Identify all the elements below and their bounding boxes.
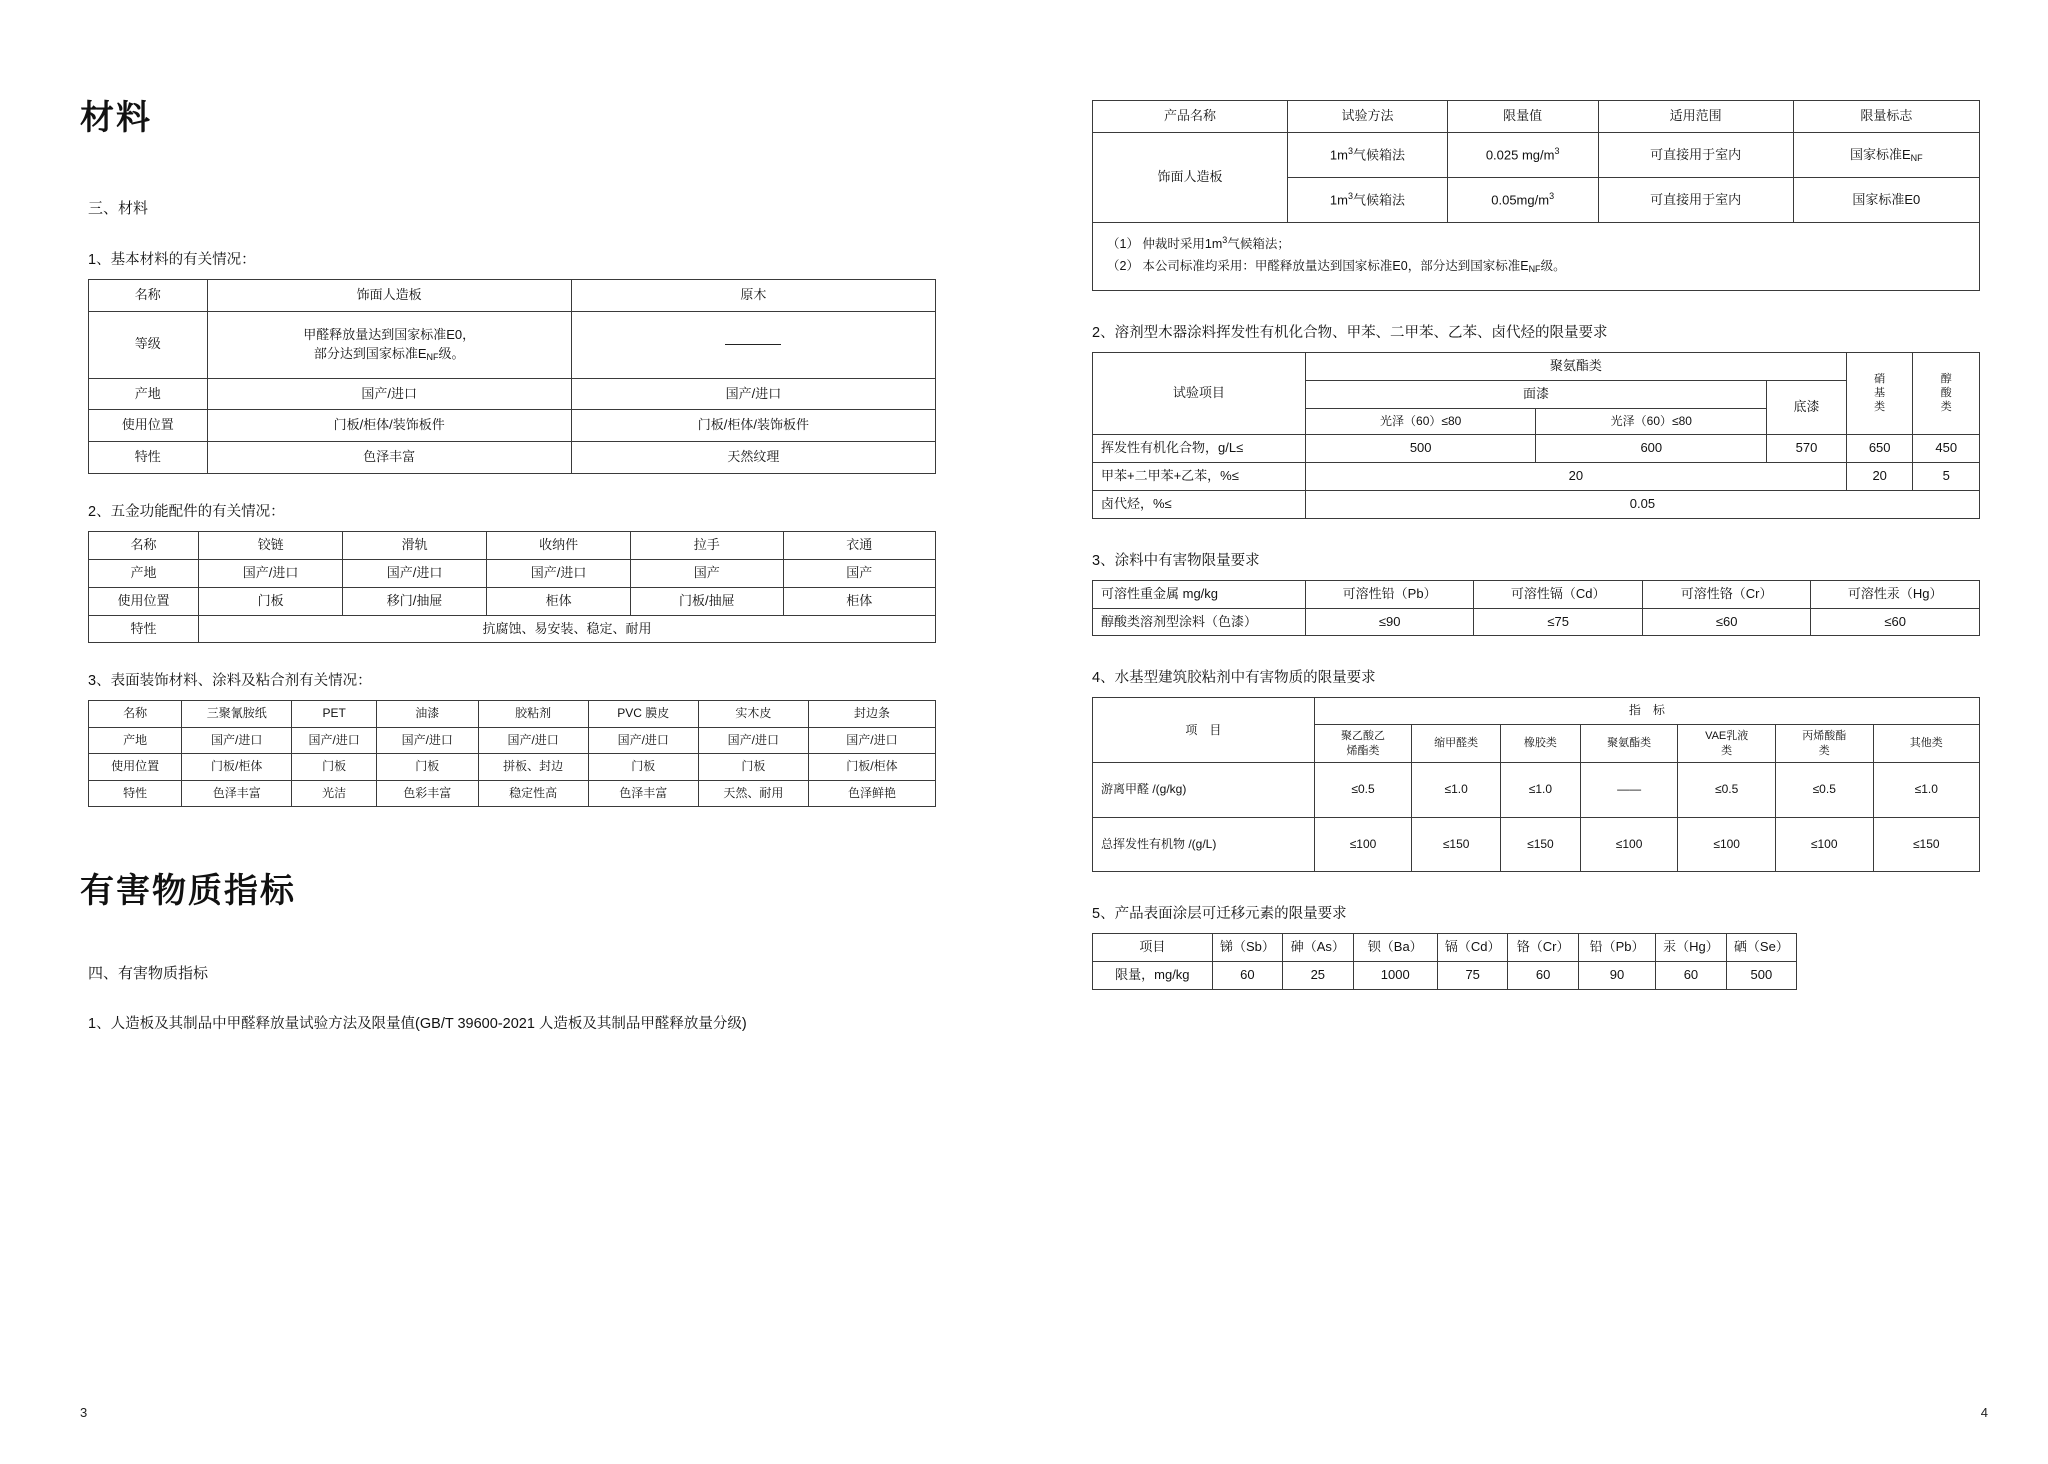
subheading-adhesive: 4、水基型建筑胶粘剂中有害物质的限量要求: [1092, 670, 1376, 687]
cell-value: 色泽丰富: [588, 780, 698, 806]
cell-header: 铰链: [199, 532, 343, 560]
cell-header: 产品名称: [1093, 101, 1288, 133]
cell-value: 柜体: [487, 587, 631, 615]
cell-mark: 国家标准$E_{NF}$: [1793, 132, 1979, 177]
table-row: [1093, 132, 1980, 177]
cell-header: PVC 膜皮: [588, 701, 698, 727]
table-paint-wrap: [1084, 580, 1988, 637]
cell-header: 名称: [89, 280, 208, 312]
cell-value: 门板/柜体: [182, 754, 292, 780]
cell-header: 可溶性重金属 mg/kg: [1093, 580, 1306, 608]
cell-header: 硒（Se）: [1726, 934, 1796, 962]
cell-value: 国产/进口: [199, 559, 343, 587]
cell-label: 特性: [89, 615, 199, 643]
cell-header: 名称: [89, 701, 182, 727]
cell-header: 三聚氰胺纸: [182, 701, 292, 727]
cell-value: 500: [1726, 962, 1796, 990]
table-row: [1093, 962, 1797, 990]
table-row: [89, 378, 936, 410]
cell-value: 门板: [588, 754, 698, 780]
table-row: [1093, 934, 1797, 962]
cell-value: 移门/抽屉: [343, 587, 487, 615]
table-paint-limits: [1092, 580, 1980, 637]
note-line-2: （2） 本公司标准均采用：甲醛释放量达到国家标准E0，部分达到国家标准$E_{NF}$级。: [1107, 259, 1566, 275]
cell-value: 门板: [698, 754, 808, 780]
cell-item-voc: 挥发性有机化合物，g/L≤: [1093, 435, 1306, 463]
cell-col-pvac: 聚乙酸乙 烯酯类: [1314, 724, 1412, 763]
section-heading-materials: 三、材料: [88, 200, 149, 217]
table-row: [1093, 490, 1980, 518]
cell-group-pu: 聚氨酯类: [1305, 353, 1846, 381]
cell-header: 限量值: [1447, 101, 1598, 133]
cell-mark: 国家标准E0: [1793, 178, 1979, 223]
cell-value: 光洁: [292, 780, 377, 806]
cell-value: 国产/进口: [588, 727, 698, 753]
table-hardware-wrap: [80, 531, 944, 643]
cell-header: 拉手: [631, 532, 783, 560]
cell-header: 镉（Cd）: [1437, 934, 1507, 962]
cell-header: 油漆: [376, 701, 478, 727]
cell-value-merged: 抗腐蚀、易安装、稳定、耐用: [199, 615, 936, 643]
table-basic-materials: [88, 279, 936, 474]
cell-value: 650: [1846, 435, 1913, 463]
cell-label: 特性: [89, 442, 208, 474]
cell-value: 90: [1578, 962, 1655, 990]
table-formaldehyde: [1092, 100, 1980, 223]
cell-value-merged: 20: [1305, 463, 1846, 491]
table-formaldehyde-wrap: [1084, 100, 1988, 291]
cell-value: ≤0.5: [1314, 763, 1412, 817]
table-row: [89, 532, 936, 560]
cell-header: 锑（Sb）: [1212, 934, 1282, 962]
cell-value: ≤150: [1501, 817, 1581, 871]
page-title-harmful: 有害物质指标: [80, 872, 296, 910]
table-row: [1093, 763, 1980, 817]
table-row: [1093, 353, 1980, 381]
cell-limit: 0.025 $mg/m^3$: [1447, 132, 1598, 177]
subheading-paint-limits: 3、涂料中有害物限量要求: [1092, 552, 1260, 569]
table-row: [89, 280, 936, 312]
cell-value: 柜体: [783, 587, 935, 615]
cell-project-header: 项 目: [1093, 698, 1315, 763]
cell-value: 国产/进口: [292, 727, 377, 753]
cell-value: 门板/柜体/装饰板件: [571, 410, 935, 442]
cell-value: ≤60: [1811, 608, 1980, 636]
cell-col-formal: 缩甲醛类: [1412, 724, 1501, 763]
table-row: [89, 311, 936, 378]
cell-value: 500: [1305, 435, 1536, 463]
cell-primer-header: 底漆: [1767, 380, 1847, 434]
cell-header: 收纳件: [487, 532, 631, 560]
cell-header: 衣通: [783, 532, 935, 560]
cell-limit: $0.05mg/m^3$: [1447, 178, 1598, 223]
cell-col-vae: VAE乳液 类: [1678, 724, 1776, 763]
table-surface-materials: [88, 700, 936, 807]
cell-header: 铅（Pb）: [1578, 934, 1655, 962]
cell-header: 项目: [1093, 934, 1213, 962]
cell-value: ≤100: [1775, 817, 1873, 871]
cell-value: 国产/进口: [571, 378, 935, 410]
cell-value: 国产/进口: [698, 727, 808, 753]
table-adhesive-wrap: [1084, 697, 1988, 872]
cell-item-free-formaldehyde: 游离甲醛 /(g/kg): [1093, 763, 1315, 817]
cell-header: 可溶性镉（Cd）: [1474, 580, 1643, 608]
cell-gloss-a: 光泽（60）≤80: [1305, 408, 1536, 434]
cell-alkyd-header: 醇 酸 类: [1913, 353, 1980, 435]
cell-header: 可溶性铅（Pb）: [1305, 580, 1474, 608]
cell-header: 滑轨: [343, 532, 487, 560]
table-row: [1093, 580, 1980, 608]
cell-value: ≤1.0: [1412, 763, 1501, 817]
cell-label: 使用位置: [89, 410, 208, 442]
formaldehyde-notes: [1092, 223, 1980, 291]
cell-value: 门板/抽屉: [631, 587, 783, 615]
cell-scope: 可直接用于室内: [1598, 178, 1793, 223]
cell-value: ≤0.5: [1775, 763, 1873, 817]
cell-value: ≤75: [1474, 608, 1643, 636]
cell-gloss-b: 光泽（60）≤80: [1536, 408, 1767, 434]
cell-header: PET: [292, 701, 377, 727]
cell-method: $1m^3$气候箱法: [1288, 178, 1448, 223]
table-row: [1093, 698, 1980, 724]
cell-value: ——: [1580, 763, 1678, 817]
cell-value: 门板: [199, 587, 343, 615]
cell-header: 适用范围: [1598, 101, 1793, 133]
cell-value: 75: [1437, 962, 1507, 990]
cell-value: 国产/进口: [478, 727, 588, 753]
cell-value: 门板/柜体/装饰板件: [207, 410, 571, 442]
table-row: [1093, 608, 1980, 636]
page-number-left: 3: [80, 1405, 88, 1420]
cell-value: 570: [1767, 435, 1847, 463]
table-row: [89, 410, 936, 442]
cell-value: 国产/进口: [376, 727, 478, 753]
cell-value: ≤1.0: [1501, 763, 1581, 817]
cell-label: 特性: [89, 780, 182, 806]
cell-value: 国产/进口: [808, 727, 935, 753]
table-row: [1093, 435, 1980, 463]
table-row: [89, 615, 936, 643]
cell-value: ≤0.5: [1678, 763, 1776, 817]
cell-value: 色泽鲜艳: [808, 780, 935, 806]
cell-label: 等级: [89, 311, 208, 378]
table-migration: [1092, 933, 1797, 990]
table-row: [89, 701, 936, 727]
cell-value: 色彩丰富: [376, 780, 478, 806]
cell-item-tvoc: 总挥发性有机物 /(g/L): [1093, 817, 1315, 871]
cell-value: 60: [1212, 962, 1282, 990]
table-adhesive: [1092, 697, 1980, 872]
table-row: [1093, 463, 1980, 491]
subheading-hardware: 2、五金功能配件的有关情况：: [88, 504, 285, 521]
cell-header: 实木皮: [698, 701, 808, 727]
table-basic-materials-wrap: [80, 279, 944, 474]
table-solvent-wrap: [1084, 352, 1988, 519]
subheading-basic-materials: 1、基本材料的有关情况：: [88, 252, 256, 268]
cell-item-halo: 卤代烃，%≤: [1093, 490, 1306, 518]
cell-header: 限量标志: [1793, 101, 1979, 133]
cell-value: ≤1.0: [1873, 763, 1979, 817]
cell-value: ≤100: [1580, 817, 1678, 871]
cell-nitro-header: 硝 基 类: [1846, 353, 1913, 435]
cell-header: 封边条: [808, 701, 935, 727]
page-number-right: 4: [1980, 1405, 1988, 1420]
cell-header: 原木: [571, 280, 935, 312]
cell-project-header: 试验项目: [1093, 353, 1306, 435]
cell-header: 铬（Cr）: [1508, 934, 1578, 962]
section-heading-harmful: 四、有害物质指标: [88, 965, 209, 982]
cell-value: 国产/进口: [182, 727, 292, 753]
cell-value: ≤90: [1305, 608, 1474, 636]
cell-value: 天然纹理: [571, 442, 935, 474]
cell-value: 600: [1536, 435, 1767, 463]
cell-label: 产地: [89, 727, 182, 753]
table-hardware: [88, 531, 936, 643]
cell-header: 汞（Hg）: [1656, 934, 1726, 962]
page-right: [1024, 0, 2048, 1464]
table-row: [1093, 817, 1980, 871]
cell-header: 砷（As）: [1283, 934, 1353, 962]
cell-header: 可溶性铬（Cr）: [1642, 580, 1811, 608]
cell-value: 拼板、封边: [478, 754, 588, 780]
cell-col-other: 其他类: [1873, 724, 1979, 763]
cell-value: 国产: [783, 559, 935, 587]
cell-item-benzene: 甲苯+二甲苯+乙苯，%≤: [1093, 463, 1306, 491]
paragraph-formaldehyde-standard: 1、人造板及其制品中甲醛释放量试验方法及限量值(GB/T 39600-2021 人造板及其制品甲醛释放量分级): [88, 1016, 747, 1032]
table-row: [89, 442, 936, 474]
cell-dash: [571, 311, 935, 378]
cell-value: 色泽丰富: [207, 442, 571, 474]
cell-value: ≤150: [1873, 817, 1979, 871]
cell-group-indicator: 指 标: [1314, 698, 1979, 724]
cell-header: 胶粘剂: [478, 701, 588, 727]
cell-value: 20: [1846, 463, 1913, 491]
cell-label: 使用位置: [89, 587, 199, 615]
cell-value: ≤100: [1314, 817, 1412, 871]
cell-value: 国产/进口: [207, 378, 571, 410]
cell-value: 60: [1656, 962, 1726, 990]
table-row: [89, 727, 936, 753]
cell-label: 醇酸类溶剂型涂料（色漆）: [1093, 608, 1306, 636]
cell-value: 稳定性高: [478, 780, 588, 806]
cell-value: 60: [1508, 962, 1578, 990]
cell-col-pu: 聚氨酯类: [1580, 724, 1678, 763]
cell-label: 使用位置: [89, 754, 182, 780]
table-row: [89, 559, 936, 587]
cell-col-acrylate: 丙烯酸酯 类: [1775, 724, 1873, 763]
cell-value: 门板/柜体: [808, 754, 935, 780]
page-title: 材料: [80, 99, 152, 137]
table-row: [1093, 101, 1980, 133]
cell-value: 国产/进口: [487, 559, 631, 587]
note-line-1: （1） 仲裁时采用$1m^3$气候箱法；: [1107, 235, 1290, 252]
subheading-solvent-coating: 2、溶剂型木器涂料挥发性有机化合物、甲苯、二甲苯、乙苯、卤代烃的限量要求: [1092, 325, 1608, 342]
table-migration-wrap: [1084, 933, 1805, 990]
cell-value: 5: [1913, 463, 1980, 491]
cell-value: 门板: [376, 754, 478, 780]
table-surface-wrap: [80, 700, 944, 807]
cell-value: 国产: [631, 559, 783, 587]
subheading-surface-materials: 3、表面装饰材料、涂料及粘合剂有关情况：: [88, 673, 372, 690]
cell-value: ≤60: [1642, 608, 1811, 636]
cell-product-name: 饰面人造板: [1093, 132, 1288, 222]
table-row: [89, 754, 936, 780]
cell-value: 天然、耐用: [698, 780, 808, 806]
cell-group-topcoat: 面漆: [1305, 380, 1766, 408]
cell-value: ≤150: [1412, 817, 1501, 871]
cell-header: 可溶性汞（Hg）: [1811, 580, 1980, 608]
cell-col-rubber: 橡胶类: [1501, 724, 1581, 763]
cell-value: 450: [1913, 435, 1980, 463]
cell-scope: 可直接用于室内: [1598, 132, 1793, 177]
cell-header: 饰面人造板: [207, 280, 571, 312]
cell-method: $1m^3$气候箱法: [1288, 132, 1448, 177]
cell-label: 产地: [89, 559, 199, 587]
cell-header: 钡（Ba）: [1353, 934, 1437, 962]
cell-label: 限量，mg/kg: [1093, 962, 1213, 990]
cell-value: 色泽丰富: [182, 780, 292, 806]
subheading-migration: 5、产品表面涂层可迁移元素的限量要求: [1092, 906, 1347, 923]
cell-value: ≤100: [1678, 817, 1776, 871]
cell-header: 名称: [89, 532, 199, 560]
cell-label: 产地: [89, 378, 208, 410]
cell-value-merged-all: 0.05: [1305, 490, 1979, 518]
cell-value: 国产/进口: [343, 559, 487, 587]
cell-value: 25: [1283, 962, 1353, 990]
table-row: [89, 587, 936, 615]
cell-value: 1000: [1353, 962, 1437, 990]
table-solvent-coating: [1092, 352, 1980, 519]
cell-header: 试验方法: [1288, 101, 1448, 133]
table-row: [89, 780, 936, 806]
cell-value: 门板: [292, 754, 377, 780]
cell-grade-value: 甲醛释放量达到国家标准E0， 部分达到国家标准$E_{NF}$级。: [207, 311, 571, 378]
